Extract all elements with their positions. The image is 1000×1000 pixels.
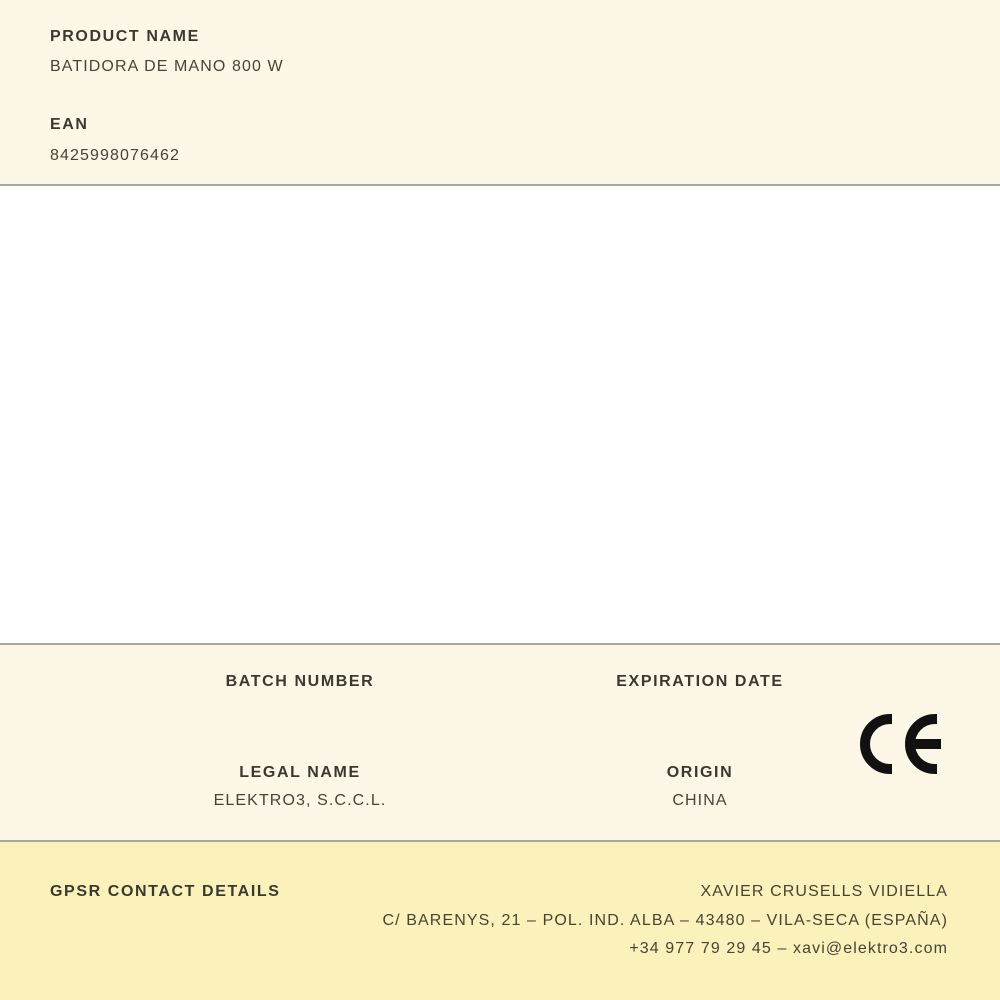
expiration-date-label: EXPIRATION DATE bbox=[616, 673, 784, 690]
batch-number-label: BATCH NUMBER bbox=[225, 673, 375, 690]
ean-label: EAN bbox=[50, 116, 89, 134]
legal-name-value: ELEKTRO3, S.C.C.L. bbox=[213, 792, 387, 810]
origin-value: CHINA bbox=[672, 792, 728, 810]
product-name-label: PRODUCT NAME bbox=[50, 28, 200, 45]
product-identity-section bbox=[0, 0, 1000, 184]
product-name-field bbox=[50, 27, 950, 76]
contact-address: C/ BARENYS, 21 – POL. IND. ALBA – 43480 – VILA-SECA (ESPAÑA) bbox=[382, 911, 948, 929]
gpsr-contact-section bbox=[0, 842, 1000, 1000]
ce-certification-mark-icon bbox=[860, 714, 941, 774]
legal-name-label: LEGAL NAME bbox=[239, 764, 361, 782]
gpsr-contact-label: GPSR CONTACT DETAILS bbox=[50, 883, 281, 900]
product-name-value: BATIDORA DE MANO 800 W bbox=[50, 58, 284, 76]
blank-image-area bbox=[0, 186, 1000, 643]
contact-phone-email: +34 977 79 29 45 – xavi@elektro3.com bbox=[629, 940, 948, 957]
compliance-info-grid bbox=[0, 672, 1000, 811]
origin-label: ORIGIN bbox=[666, 764, 734, 782]
contact-name: XAVIER CRUSELLS VIDIELLA bbox=[700, 883, 948, 900]
ean-value: 8425998076462 bbox=[50, 146, 180, 164]
gpsr-contact-block bbox=[383, 878, 949, 964]
ean-field bbox=[50, 115, 950, 164]
compliance-info-section bbox=[0, 645, 1000, 840]
